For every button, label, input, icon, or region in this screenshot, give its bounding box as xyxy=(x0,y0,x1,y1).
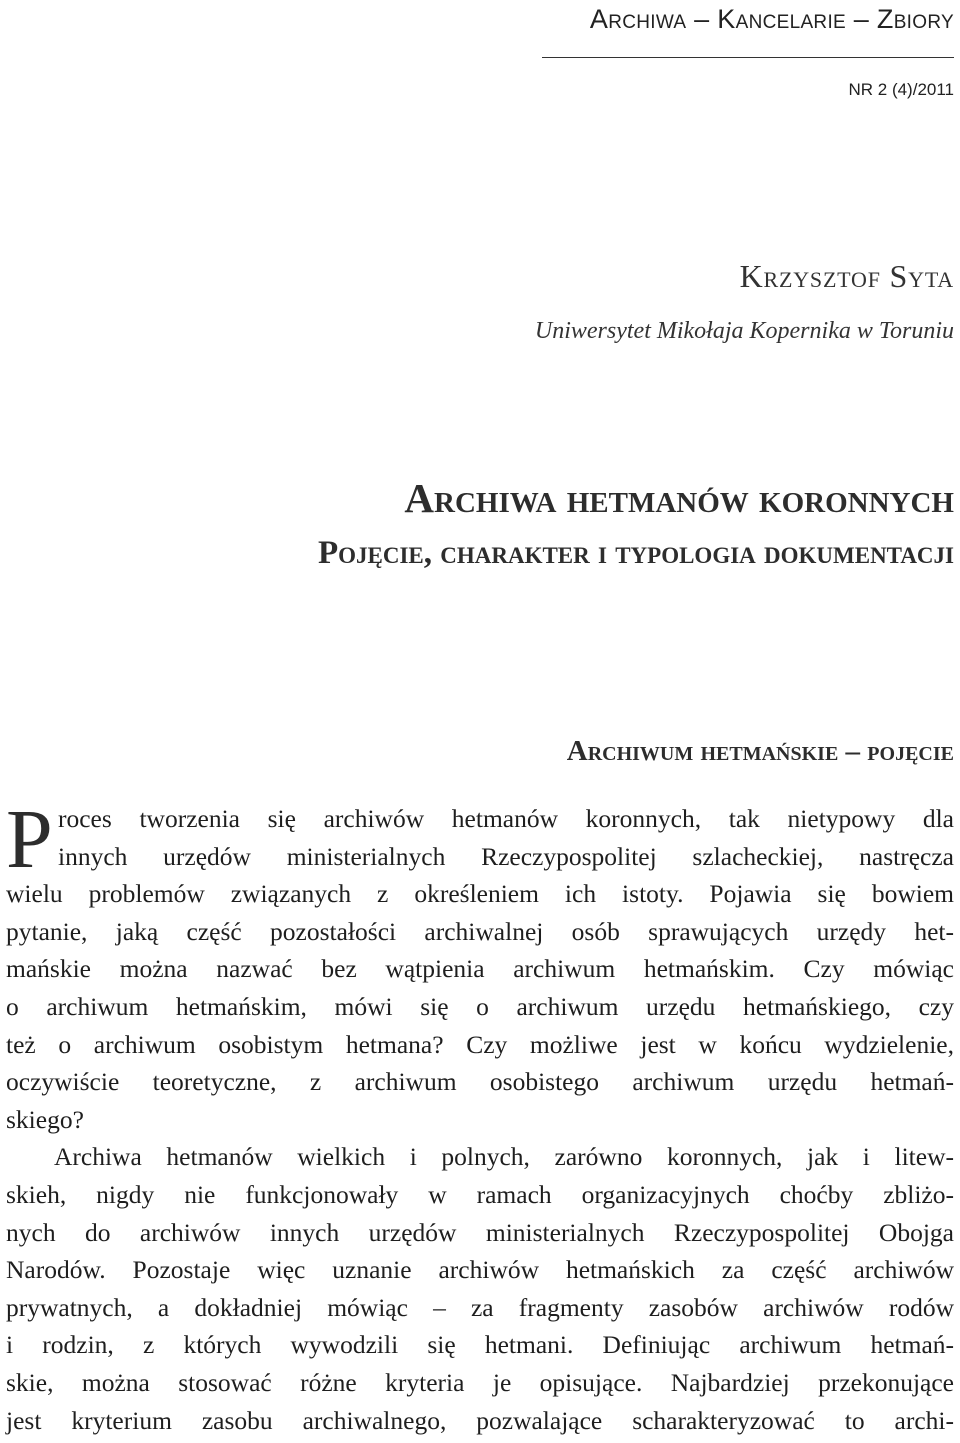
body-text xyxy=(6,793,954,1439)
journal-title: Archiwa – Kancelarie – Zbiory xyxy=(589,4,954,34)
body-line: mańskie można nazwać bez wątpienia archiwum hetmańskim. Czy mówiąc xyxy=(6,954,954,984)
body-line: Narodów. Pozostaje więc uznanie archiwów hetmańskich za część archiwów xyxy=(6,1255,954,1285)
section-heading: Archiwum hetmańskie – pojęcie xyxy=(566,735,954,767)
body-line: skiego? xyxy=(6,1104,84,1134)
body-line: pytanie, jaką część pozostałości archiwalnej osób sprawujących urzędy het- xyxy=(6,916,954,946)
article-subtitle: Pojęcie, charakter i typologia dokumentacji xyxy=(317,535,954,571)
body-line: też o archiwum osobistym hetmana? Czy możliwe jest w końcu wydzielenie, xyxy=(6,1029,954,1059)
body-line: prywatnych, a dokładniej mówiąc – za fragmenty zasobów archiwów rodów xyxy=(6,1292,954,1322)
body-line: innych urzędów ministerialnych Rzeczypospolitej szlacheckiej, nastręcza xyxy=(58,841,954,871)
author-affiliation: Uniwersytet Mikołaja Kopernika w Toruniu xyxy=(534,318,954,344)
body-line: nych do archiwów innych urzędów ministerialnych Rzeczypospolitej Obojga xyxy=(6,1217,954,1247)
drop-cap: P xyxy=(6,793,53,886)
body-line: wielu problemów związanych z określeniem ich istoty. Pojawia się bowiem xyxy=(6,879,954,909)
body-line: skie, można stosować różne kryteria je opisujące. Najbardziej przekonujące xyxy=(6,1367,954,1397)
body-line: jest kryterium zasobu archiwalnego, pozwalające scharakteryzować to archi- xyxy=(6,1405,954,1435)
author-name: Krzysztof Syta xyxy=(739,258,954,294)
body-line: Archiwa hetmanów wielkich i polnych, zarówno koronnych, jak i litew- xyxy=(54,1142,954,1172)
body-line: o archiwum hetmańskim, mówi się o archiwum urzędu hetmańskiego, czy xyxy=(6,991,954,1021)
body-line: i rodzin, z których wywodzili się hetmani. Definiując archiwum hetmań- xyxy=(6,1330,954,1360)
article-title: Archiwa hetmanów koronnych xyxy=(404,475,954,521)
body-line: skieh, nigdy nie funkcjonowały w ramach organizacyjnych choćby zbliżo- xyxy=(6,1179,954,1209)
header-rule xyxy=(542,57,954,58)
body-line: roces tworzenia się archiwów hetmanów koronnych, tak nietypowy dla xyxy=(58,804,954,833)
body-line: oczywiście teoretyczne, z archiwum osobistego archiwum urzędu hetmań- xyxy=(6,1067,954,1097)
issue-number: NR 2 (4)/2011 xyxy=(848,80,954,99)
